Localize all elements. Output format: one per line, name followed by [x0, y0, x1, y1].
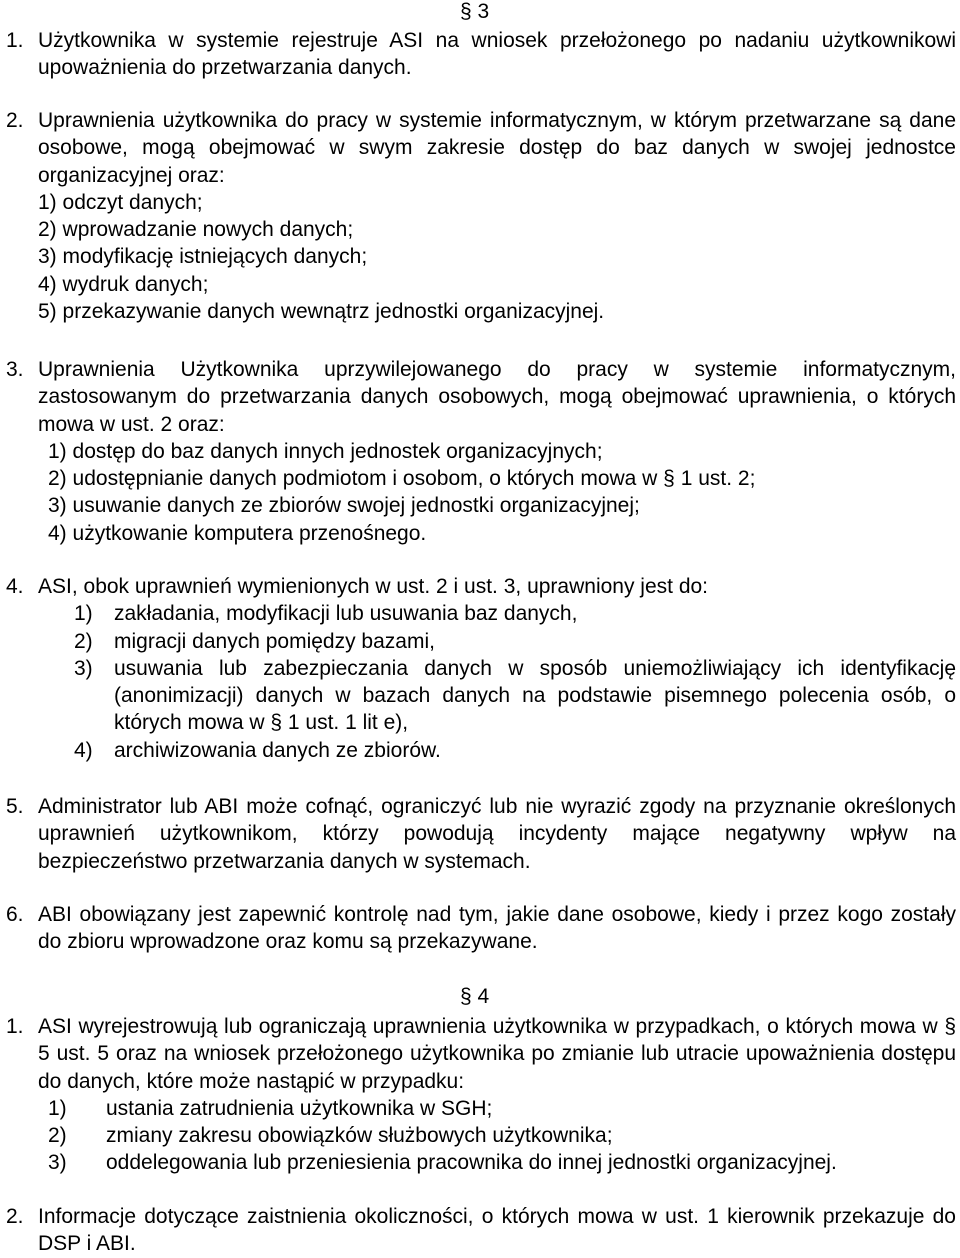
- list-item-number: 3): [48, 494, 67, 518]
- list-item-number: 3): [74, 656, 93, 680]
- section-3-paragraph-3: [6, 356, 956, 547]
- list-item-number: 3): [38, 245, 57, 269]
- paragraph-number: 4.: [6, 575, 24, 598]
- list-item-text: dostęp do baz danych innych jednostek organizacyjnych;: [72, 439, 603, 463]
- paragraph-number: 6.: [6, 903, 24, 926]
- list-item-number: 2): [74, 629, 93, 653]
- list-item: [48, 1095, 956, 1122]
- list-item: [38, 271, 956, 298]
- list-item: [48, 465, 956, 492]
- list-item-text: zmiany zakresu obowiązków służbowych użytkownika;: [106, 1124, 613, 1148]
- list-item-text: udostępnianie danych podmiotom i osobom, o których mowa w § 1 ust. 2;: [72, 467, 756, 491]
- list-item: [48, 520, 956, 547]
- paragraph-text: Informacje dotyczące zaistnienia okoliczności, o których mowa w ust. 1 kierownik przekazuje do DSP i ABI.: [38, 1205, 956, 1256]
- paragraph-number: 5.: [6, 795, 24, 818]
- permission-list: [38, 189, 956, 325]
- list-item-text: zakładania, modyfikacji lub usuwania baz danych,: [114, 602, 578, 626]
- paragraph-text: ASI, obok uprawnień wymienionych w ust. 2 i ust. 3, uprawniony jest do:: [38, 575, 709, 598]
- paragraph-text: Uprawnienia użytkownika do pracy w systemie informatycznym, w którym przetwarzane są dane osobowe, mogą obejmować w swym zakresie dostęp do baz danych w swojej jednostce organizacyjnej oraz:: [38, 109, 956, 187]
- section-3-paragraph-4: [6, 573, 956, 764]
- section-4-heading: § 4: [460, 985, 490, 1008]
- paragraph-text: Uprawnienia Użytkownika uprzywilejowanego do pracy w systemie informatycznym, zastosowanym do przetwarzania danych osobowych, mogą obejmować uprawnienia, o których mowa w ust. 2 oraz:: [38, 358, 956, 436]
- list-item: [48, 492, 956, 519]
- section-4-paragraph-1: [6, 1013, 956, 1177]
- paragraph-text: Użytkownika w systemie rejestruje ASI na wniosek przełożonego po nadaniu użytkownikowi upoważnienia do przetwarzania danych.: [38, 29, 956, 80]
- list-item-text: użytkowanie komputera przenośnego.: [72, 521, 427, 545]
- section-3-paragraph-6: [6, 901, 956, 956]
- list-item-number: 4): [74, 738, 93, 762]
- paragraph-number: 1.: [6, 29, 24, 52]
- list-item-text: przekazywanie danych wewnątrz jednostki organizacyjnej.: [62, 300, 605, 324]
- list-item: [74, 655, 956, 737]
- list-item-number: 1): [48, 439, 67, 463]
- list-item-number: 1): [48, 1096, 67, 1120]
- list-item: [48, 1149, 956, 1176]
- paragraph-text: Administrator lub ABI może cofnąć, ograniczyć lub nie wyrazić zgody na przyznanie określonych uprawnień użytkownikom, którzy powodują incydenty mające negatywny wpływ na bezpieczeństwo przetwarzania danych w systemach.: [38, 795, 956, 873]
- list-item-number: 1): [38, 190, 57, 214]
- list-item-text: archiwizowania danych ze zbiorów.: [114, 738, 441, 762]
- list-item-number: 5): [38, 300, 57, 324]
- privileged-permission-list: [48, 438, 956, 547]
- list-item-text: odczyt danych;: [62, 190, 203, 214]
- list-item: [38, 243, 956, 270]
- list-item: [48, 1122, 956, 1149]
- list-item: [38, 298, 956, 325]
- deregistration-case-list: [48, 1095, 956, 1177]
- section-3-paragraph-5: [6, 793, 956, 875]
- list-item-number: 2): [48, 1124, 67, 1148]
- list-item-number: 4): [38, 272, 57, 296]
- list-item-text: usuwanie danych ze zbiorów swojej jednostki organizacyjnej;: [72, 494, 640, 518]
- list-item-text: oddelegowania lub przeniesienia pracownika do innej jednostki organizacyjnej.: [106, 1151, 837, 1175]
- asi-permission-list: [74, 600, 956, 764]
- list-item-number: 2): [38, 218, 57, 242]
- list-item: [74, 628, 956, 655]
- paragraph-number: 2.: [6, 109, 24, 132]
- list-item-number: 1): [74, 602, 93, 626]
- list-item: [74, 737, 956, 764]
- list-item: [74, 600, 956, 627]
- section-3-heading: § 3: [460, 0, 490, 23]
- list-item-text: ustania zatrudnienia użytkownika w SGH;: [106, 1096, 493, 1120]
- paragraph-number: 2.: [6, 1205, 24, 1228]
- list-item-number: 2): [48, 467, 67, 491]
- list-item: [48, 438, 956, 465]
- section-3-paragraph-2: [6, 107, 956, 325]
- list-item-number: 3): [48, 1151, 67, 1175]
- list-item-text: wydruk danych;: [62, 272, 209, 296]
- paragraph-number: 1.: [6, 1015, 24, 1038]
- section-3-paragraph-1: [6, 27, 956, 82]
- section-4-paragraph-2: [6, 1203, 956, 1258]
- list-item: [38, 189, 956, 216]
- paragraph-text: ABI obowiązany jest zapewnić kontrolę nad tym, jakie dane osobowe, kiedy i przez kogo zostały do zbioru wprowadzone oraz komu są przekazywane.: [38, 903, 956, 954]
- list-item-text: wprowadzanie nowych danych;: [62, 218, 354, 242]
- list-item-number: 4): [48, 521, 67, 545]
- paragraph-text: ASI wyrejestrowują lub ograniczają uprawnienia użytkownika w przypadkach, o których mowa w § 5 ust. 5 oraz na wniosek przełożonego użytkownika po zmianie lub utracie upoważnienia dostępu do danych, które może nastąpić w przypadku:: [38, 1015, 956, 1093]
- list-item-text: usuwania lub zabezpieczania danych w sposób uniemożliwiający ich identyfikację (anonimizacji) danych w bazach danych na podstawie pisemnego polecenia osób, o których mowa w § 1 ust. 1 lit e),: [114, 656, 956, 735]
- list-item-text: modyfikację istniejących danych;: [62, 245, 368, 269]
- list-item-text: migracji danych pomiędzy bazami,: [114, 629, 435, 653]
- paragraph-number: 3.: [6, 358, 24, 381]
- list-item: [38, 216, 956, 243]
